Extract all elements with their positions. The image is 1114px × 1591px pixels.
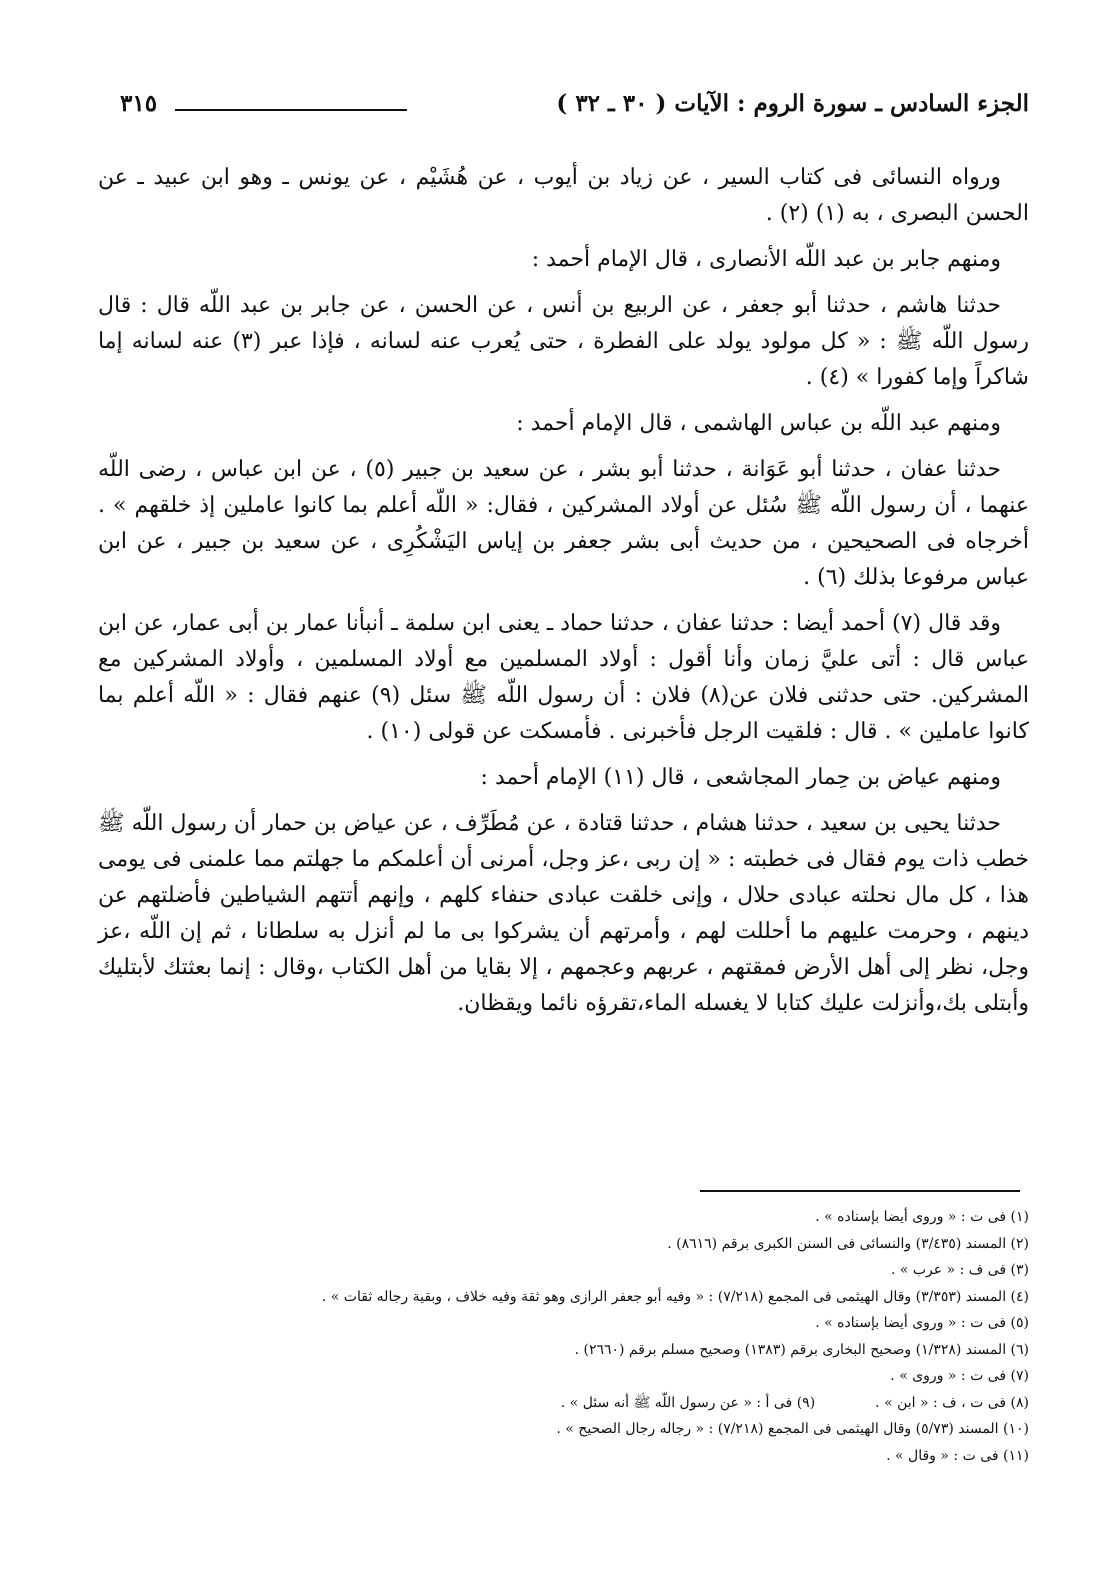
footnote: (٥) فى ت : « وروى أيضا بإسناده » . bbox=[815, 1315, 1029, 1331]
paragraph: حدثنا يحيى بن سعيد ، حدثنا هشام ، حدثنا قتادة ، عن مُطَرِّف ، عن عياض بن حمار أن رسول اللّه ﷺ خطب ذات يوم فقال فى خطبته : « إن ربى ،عز وجل، أمرنى أن أعلمكم ما جهلتم مما علمنى فى يومى هذا ، كل مال نحلته عبادى حلال ، وإنى خلقت عبادى حنفاء كلهم ، وإنهم أتتهم الشياطين فأضلتهم عن دينهم ، وحرمت عليهم ما أحللت لهم ، وأمرتهم أن يشركوا بى ما لم أنزل به سلطانا ، ثم إن اللّه ،عز وجل، نظر إلى أهل الأرض فمقتهم ، عربهم وعجمهم ، إلا بقايا من أهل الكتاب ،وقال : إنما بعثتك لأبتليك وأبتلى بك،وأنزلت عليك كتابا لا يغسله الماء،تقرؤه نائما ويقظان. bbox=[98, 811, 1029, 1016]
page-number: ٣١٥ bbox=[120, 90, 158, 117]
footnotes bbox=[98, 1204, 1029, 1469]
footnote: (١٠) المسند (٥/٧٣) وقال الهيثمى فى المجمع (٧/٢١٨) : « رجاله رجال الصحيح » . bbox=[556, 1421, 1029, 1437]
main-text bbox=[98, 160, 1029, 1032]
footnote: (٩) فى أ : « عن رسول اللّه ﷺ أنه سئل » . bbox=[560, 1394, 816, 1411]
paragraph: ورواه النسائى فى كتاب السير ، عن زياد بن أيوب ، عن هُشَيْم ، عن يونس ـ وهو ابن عبيد ـ عن الحسن البصرى ، به (١) (٢) . bbox=[98, 165, 1029, 226]
paragraph: حدثنا هاشم ، حدثنا أبو جعفر ، عن الربيع بن أنس ، عن الحسن ، عن جابر بن عبد اللّه قال : قال رسول اللّه ﷺ : « كل مولود يولد على الفطرة ، حتى يُعرب عنه لسانه ، فإذا عبر (٣) عنه لسانه إما شاكراً وإما كفورا » (٤) . bbox=[98, 293, 1029, 390]
footnote: (٣) فى ف : « عرب » . bbox=[890, 1262, 1029, 1278]
footnote: (٨) فى ت ، ف : « ابن » . bbox=[875, 1394, 1029, 1411]
footnote: (١١) فى ت : « وقال » . bbox=[886, 1447, 1029, 1464]
footnote: (١) فى ت : « وروى أيضا بإسناده » . bbox=[815, 1209, 1029, 1225]
header-rule bbox=[175, 109, 407, 111]
footnote-row bbox=[98, 1390, 1029, 1417]
footnote: (٤) المسند (٣/٣٥٣) وقال الهيثمى فى المجمع (٧/٢١٨) : « وفيه أبو جعفر الرازى وهو ثقة وفيه خلاف ، وبقية رجاله ثقات » . bbox=[321, 1288, 1029, 1305]
paragraph: ومنهم عبد اللّه بن عباس الهاشمى ، قال الإمام أحمد : bbox=[516, 411, 1001, 436]
paragraph: حدثنا عفان ، حدثنا أبو عَوَانة ، حدثنا أبو بشر ، عن سعيد بن جبير (٥) ، عن ابن عباس ، رضى اللّه عنهما ، أن رسول اللّه ﷺ سُئل عن أولاد المشركين ، فقال: « اللّه أعلم بما كانوا عاملين إذ خلقهم » . أخرجاه فى الصحيحين ، من حديث أبى بشر جعفر بن إياس اليَشْكُرِى ، عن سعيد بن جبير ، عن ابن عباس مرفوعا بذلك (٦) . bbox=[98, 457, 1029, 590]
footnote-separator bbox=[700, 1190, 1020, 1192]
paragraph: ومنهم جابر بن عبد اللّه الأنصارى ، قال الإمام أحمد : bbox=[531, 247, 1001, 272]
footnote: (٦) المسند (١/٣٢٨) وصحيح البخارى برقم (١٣٨٣) وصحيح مسلم برقم (٢٦٦٠) . bbox=[574, 1341, 1029, 1358]
page-header bbox=[120, 86, 1029, 126]
footnote: (٧) فى ت : « وروى » . bbox=[890, 1368, 1029, 1384]
footnote: (٢) المسند (٣/٤٣٥) والنسائى فى السنن الكبرى برقم (٨٦١٦) . bbox=[667, 1235, 1029, 1252]
running-title: الجزء السادس ـ سورة الروم : الآيات ( ٣٠ ـ ٣٢ ) bbox=[556, 90, 1029, 117]
paragraph: وقد قال (٧) أحمد أيضا : حدثنا عفان ، حدثنا حماد ـ يعنى ابن سلمة ـ أنبأنا عمار بن أبى عمار، عن ابن عباس قال : أتى عليَّ زمان وأنا أقول : أولاد المسلمين مع أولاد المسلمين ، وأولاد المشركين مع المشركين. حتى حدثنى فلان عن(٨) فلان : أن رسول اللّه ﷺ سئل (٩) عنهم فقال : « اللّه أعلم بما كانوا عاملين » . قال : فلقيت الرجل فأخبرنى . فأمسكت عن قولى (١٠) . bbox=[98, 611, 1029, 744]
paragraph: ومنهم عياض بن حِمار المجاشعى ، قال (١١) الإمام أحمد : bbox=[480, 765, 1001, 790]
